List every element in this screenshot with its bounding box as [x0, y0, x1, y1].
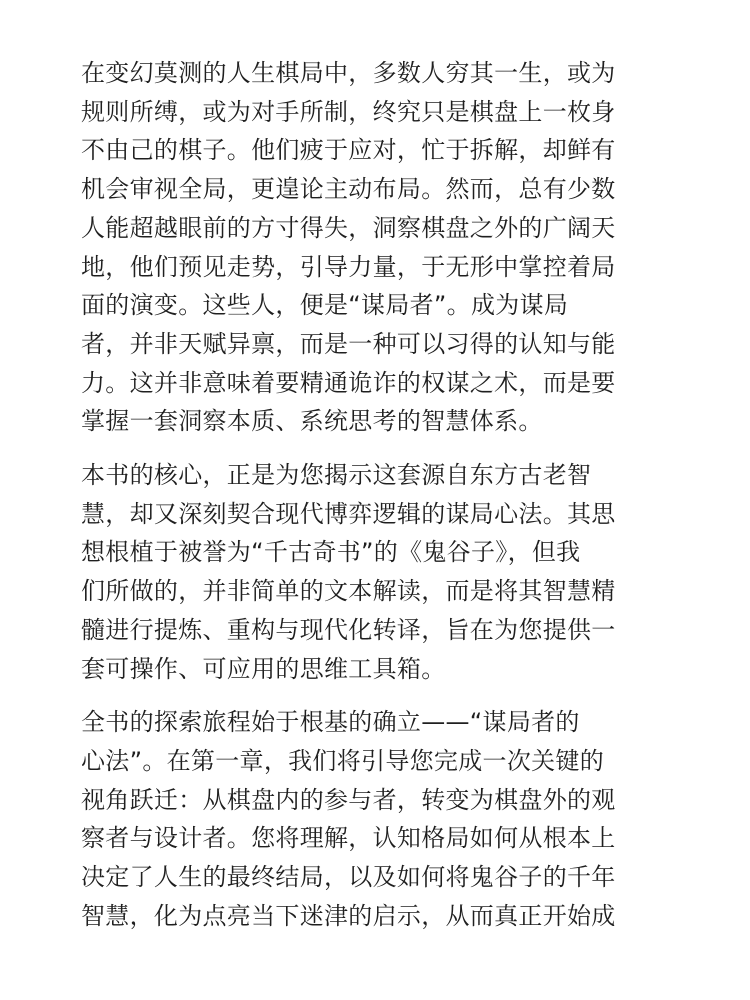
text-line: 掌握一套洞察本质、系统思考的智慧体系。	[81, 407, 543, 436]
text-line: 髓进行提炼、重构与现代化转译，旨在为您提供一	[81, 615, 616, 644]
paragraph-1	[81, 54, 671, 441]
text-line: 在变幻莫测的人生棋局中，多数人穷其一生，或为	[81, 59, 616, 87]
text-line: 者，并非天赋异禀，而是一种可以习得的认知与能	[81, 329, 616, 358]
document-page	[81, 54, 671, 950]
text-line: 不由己的棋子。他们疲于应对，忙于拆解，却鲜有	[81, 136, 616, 165]
paragraph-2	[81, 456, 671, 688]
text-line: 套可操作、可应用的思维工具箱。	[81, 654, 446, 683]
text-line: 决定了人生的最终结局，以及如何将鬼谷子的千年	[81, 863, 616, 892]
text-line: 本书的核心，正是为您揭示这套源自东方古老智	[81, 461, 592, 490]
text-line: 规则所缚，或为对手所制，终究只是棋盘上一枚身	[81, 97, 616, 126]
text-line: 力。这并非意味着要精通诡诈的权谋之术，而是要	[81, 368, 616, 397]
text-line: 地，他们预见走势，引导力量，于无形中掌控着局	[81, 252, 616, 281]
text-line: 视角跃迁：从棋盘内的参与者，转变为棋盘外的观	[81, 785, 616, 814]
text-line: 人能超越眼前的方寸得失，洞察棋盘之外的广阔天	[81, 213, 616, 242]
text-line: 面的演变。这些人，便是“谋局者”。成为谋局	[81, 291, 569, 320]
text-line: 想根植于被誉为“千古奇书”的《鬼谷子》，但我	[81, 538, 581, 567]
text-line: 智慧，化为点亮当下迷津的启示，从而真正开始成	[81, 901, 616, 930]
text-line: 慧，却又深刻契合现代博弈逻辑的谋局心法。其思	[81, 499, 616, 528]
text-line: 全书的探索旅程始于根基的确立——“谋局者的	[81, 708, 580, 737]
text-line: 机会审视全局，更遑论主动布局。然而，总有少数	[81, 175, 616, 204]
text-line: 们所做的，并非简单的文本解读，而是将其智慧精	[81, 577, 616, 606]
text-line: 心法”。在第一章，我们将引导您完成一次关键的	[81, 746, 605, 775]
paragraph-3	[81, 703, 671, 935]
text-line: 察者与设计者。您将理解，认知格局如何从根本上	[81, 824, 616, 853]
